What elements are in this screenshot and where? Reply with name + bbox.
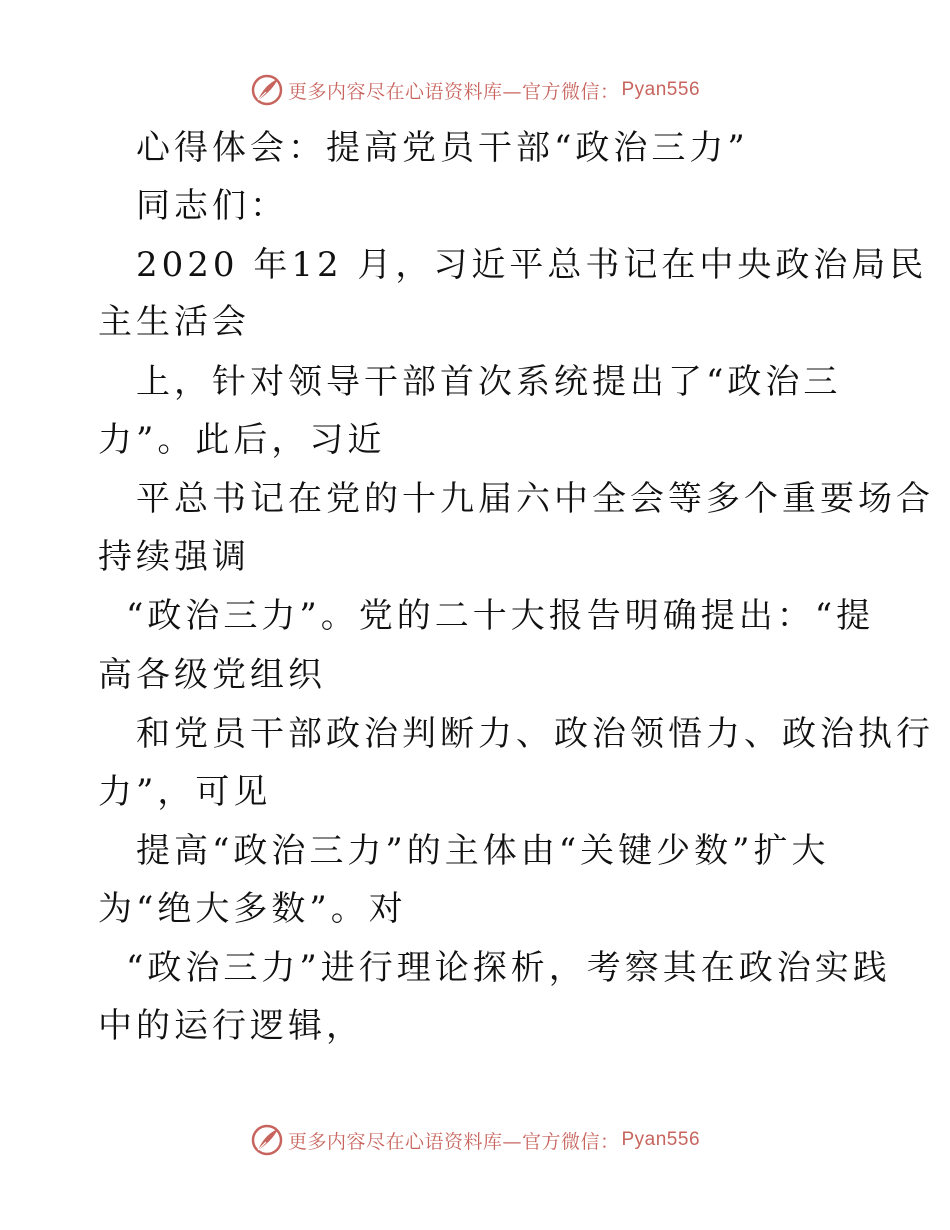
- paragraph-line: 中的运行逻辑，: [98, 1006, 364, 1046]
- watermark-banner-bottom: [0, 1120, 950, 1160]
- watermark-text: 更多内容尽在心语资料库—官方微信：: [287, 1130, 620, 1153]
- paragraph-line: “政治三力”。党的二十大报告明确提出：“提: [126, 596, 875, 636]
- paragraph-line: 平总书记在党的十九届六中全会等多个重要场合: [136, 479, 934, 519]
- paragraph-line: 2020 年12 月，习近平总书记在中央政治局民: [136, 245, 928, 285]
- paragraph-line: 为“绝大多数”。对: [98, 889, 407, 929]
- feather-pen-icon: [250, 1123, 284, 1157]
- paragraph-line: “政治三力”进行理论探析，考察其在政治实践: [126, 948, 891, 988]
- paragraph-line: 提高“政治三力”的主体由“关键少数”扩大: [136, 831, 830, 871]
- salutation: 同志们：: [136, 186, 288, 226]
- watermark-wechat-id: Pyan556: [621, 1129, 701, 1150]
- paragraph-line: 上，针对领导干部首次系统提出了“政治三: [136, 362, 842, 402]
- paragraph-line: 力”，可见: [98, 772, 272, 812]
- watermark-wechat-id: Pyan556: [621, 79, 701, 100]
- document-title: 心得体会：提高党员干部“政治三力”: [136, 128, 749, 168]
- paragraph-line: 持续强调: [98, 537, 250, 577]
- paragraph-line: 力”。此后，习近: [98, 420, 386, 460]
- watermark-text: 更多内容尽在心语资料库—官方微信：: [287, 80, 620, 103]
- paragraph-line: 主生活会: [98, 302, 250, 342]
- paragraph-line: 和党员干部政治判断力、政治领悟力、政治执行: [136, 714, 934, 754]
- paragraph-line: 高各级党组织: [98, 655, 326, 695]
